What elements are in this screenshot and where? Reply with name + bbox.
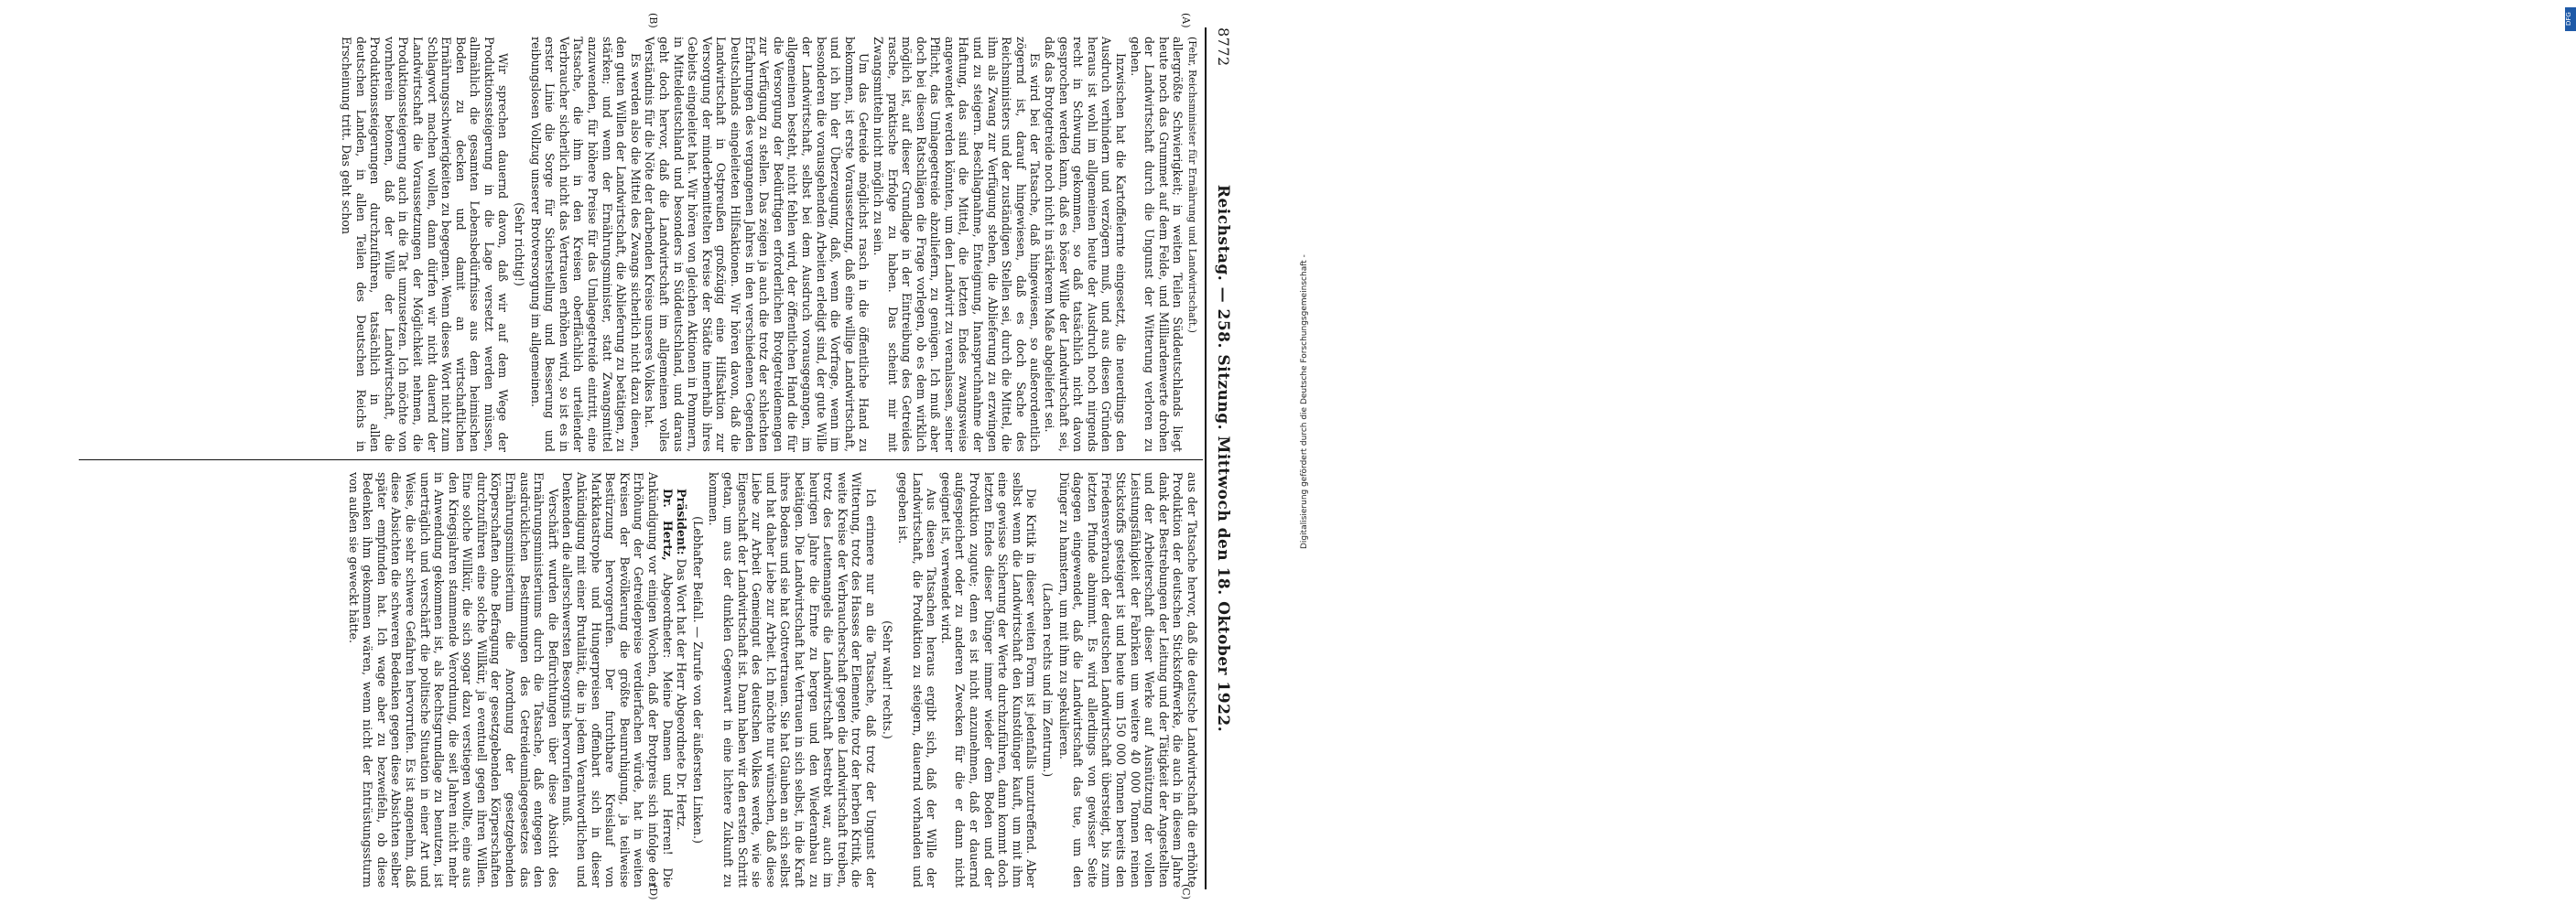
paragraph: Inzwischen hat die Kartoffelernte eingesetzt, die neuerdings den Ausdruch verhindern und verzögern muß, und aus diesen Gründen heraus ist wohl im allgemeinen heute der Ausdruch noch nirgends recht in Schwung gekommen, so daß tatsächlich nicht davon gesprochen werden kann, daß es böser Wille der Landwirtschaft sei, daß das Brotgetreide noch nicht in stärkerem Maße abgeliefert sei. <box>1043 37 1129 452</box>
header-title: Reichstag. — 258. Sitzung. Mittwoch den 18. Oktober 1922. <box>1214 184 1232 733</box>
paragraph: Meine Damen und Herren! Die Ankündigung vor einigen Wochen, daß der Brotpreis sich infolge der Erhöhung der Getreidepreise verdierfachen würde, hat in weiten Kreisen der Bevölkerung die größte Beunruhigung, ja teilweise Bestürzung hervorgerufen. Der furchtbare Kreislauf von Markkatastrophe und Hungerpreisen offenbart sich in dieser Ankündigung mit einer Brutalität, die in jedem Verantwortlichen und Denkenden die allerschwersten Besorgnis hervorrufen muß. <box>560 472 675 888</box>
paragraph: Es wird bei der Tatsache, daß hingewiesen, so außerordentlich zögernd ist, darauf hingewiesen, daß es doch Sache des Reichsministers und der zuständigen Stellen sei, durch die Mittel, die ihm als Zwang zur Verfügung stehen, die Ablieferung zu erzwingen und zu steigern. Beschlagnahme, Enteignung, Inanspruchnahme der Haftung, das sind die Mittel, die letzten Endes zwangsweise angewendet werden könnten, um den Landwirt zu veranlassen, seiner Pflicht, das Umlagegetreide abzuliefern, zu genügen. Ich muß aber doch bei diesen Ratschlägen die Frage vorlegen, ob es dem wirklich möglich ist, auf dieser Grundlage in der Eintreibung des Getreides rasche, praktische Erfolge zu haben. Das scheint mir mit Zwangsmitteln nicht möglich zu sein. <box>871 37 1043 452</box>
paragraph: Die Kritik in dieser weiten Form ist jedenfalls unzutreffend. Aber selbst wenn die Landwirtschaft den Kunstdünger kauft, um mit ihm eine gewisse Sicherung der Werte durchzuführen, dann kommt doch letzten Endes dieser Dünger immer wieder dem Boden und der Produktion zugute; denn es ist nicht anzunehmen, daß er dauernd aufgespeichert oder zu anderen Zwecken für die er dann nicht geeignet ist, verwendet wird. <box>938 472 1039 888</box>
president-label: Präsident: <box>675 489 689 555</box>
paragraph: Aus diesen Tatsachen heraus ergibt sich, daß der Wille der Landwirtschaft, die Produktion zu steigern, dauernd vorhanden und gegeben ist. <box>896 472 939 888</box>
paragraph: Wir sprechen dauernd davon, daß wir auf dem Wege der Produktionssteigerung in die Lage versetzt werden müssen, allmählich die gesamten Lebensbedürfnisse aus dem heimischen Boden zu decken und damit an wirtschaftlichen Ernährungsschwierigkeiten zu begegnen. Wenn dieses Wort nicht zum Schlagwort machen wollen, dann dürfen wir nicht dauernd der Landwirtschaft die Voraussetzungen der Möglichkeit nehmen, die Produktionssteigerung auch in die Tat umzusetzen. Ich möchte von vornherein betonen, daß der Wille der Landwirtschaft, die Produktionssteigerungen durchzuführen, tatsächlich in allen deutschen Landen, in allen Teilen des Deutschen Reichs in Erscheinung tritt. Das geht schon <box>339 37 511 452</box>
paragraph: Um das Getreide möglichst rasch in die öffentliche Hand zu bekommen, ist erste Voraussetzung, daß eine willige Landwirtschaft, und ich bin der Überzeugung, daß, wenn die Vorfrage, wenn im besonderen die vorausgehenden Arbeiten erledigt sind, der gute Wille der Landwirtschaft, selbst bei dem Ausdruch vorausgegangen, im allgemeinen besteht, nicht fehlen wird, der öffentlichen Hand die für die Versorgung der Bedürftigen erforderlichen Brotgetreidemengen zur Verfügung zu stellen. Das zeigen ja auch die trotz der schlechten Erfahrungen des vergangenen Jahres in den verschiedenen Gegenden Deutschlands eingeleiteten Hilfsaktionen. Wir hören davon, daß die Landwirtschaft in Ostpreußen großzügig eine Hilfsaktion zur Versorgung der minderbemittelten Kreise der Städte innerhalb ihres Gebiets eingeleitet hat. Wir hören von gleichen Aktionen in Pommern, in Mitteldeutschland und besonders in Süddeutschland, und daraus geht doch hervor, daß die Landwirtschaft im allgemeinen volles Verständnis für die Nöte der darbenden Kreise unseres Volkes hat. <box>643 37 871 452</box>
margin-marker-b: (B) <box>647 13 659 28</box>
digitization-credit: Digitalisierung gefördert durch die Deutsche Forschungsgemeinschaft - <box>1300 254 1309 549</box>
margin-marker-d: (D) <box>647 884 659 900</box>
page-number: 8772 <box>1215 27 1232 67</box>
hertz-intro <box>560 472 675 888</box>
margin-marker-c: (C) <box>1180 884 1192 899</box>
interjection: (Sehr richtig!) <box>513 202 527 286</box>
speaker-name: Dr. Hertz, <box>660 489 675 561</box>
margin-marker-a: (A) <box>1180 13 1192 28</box>
paragraph: Ich erinnere nur an die Tatsache, daß trotz der Ungunst der Witterung, trotz des Hasses der Elemente, trotz der herben Kritik, die weite Kreise der Verbraucherschaft gegen die Landwirtschaft treiben, trotz des Leutemangels die Landwirtschaft bestrebt war, auch im heurigen Jahre die Ernte zu bergen und den Wiederanbau zu betätigen. Die Landwirtschaft hat Vertrauen in sich selbst, in die Kraft ihres Bodens und sie hat Gottvertrauen. Sie hat Glauben an sich selbst und hat daher Liebe zur Arbeit. Ich möchte nur wünschen, daß diese Liebe zur Arbeit Gemeingut des deutschen Volkes werde, wie sie Eigenschaft der Landwirtschaft ist. Dann haben wir den ersten Schritt getan, um aus der dunklen Gegenwart in eine lichtere Zukunft zu kommen. <box>707 472 878 888</box>
paragraph: aus der Tatsache hervor, daß die deutsche Landwirtschaft die erhöhte Produktion der deutschen Stickstoffwerke, die auch in diesem Jahre dank der Bestrebungen der Leitung und der Tätigkeit der Angestellten und der Arbeiterschaft dieser Werke auf Ausnützung der vollen Leistungsfähigkeit der Fabriken um weitere 40 000 Tonnen reinen Stickstoffs gesteigert ist und heute um 150 000 Tonnen bereits den Friedensverbrauch der deutschen Landwirtschaft übersteigt, bis zum letzten Pfunde abnimmt. Es wird allerdings von gewisser Seite dagegen eingewendet, daß die Landwirtschaft das tue, um den Dünger zu hamstern, um mit ihm zu spekulieren. <box>1056 472 1199 888</box>
president-text: Das Wort hat der Herr Abgeordnete Dr. Hertz. <box>675 558 689 831</box>
interjection: (Lebhafter Beifall. — Zurufe von der äußersten Linken.) <box>690 516 705 844</box>
speaker-role: Abgeordneter: <box>660 573 675 659</box>
dfg-logo: DFG <box>2565 7 2576 31</box>
interjection: (Lachen rechts und im Zentrum.) <box>1041 582 1055 778</box>
president-paragraph <box>675 472 689 888</box>
column-divider <box>79 459 1203 460</box>
paragraph: Verschärft wurden die Befürchtungen über diese Absicht des Ernährungsministeriums durch die Tatsache, daß entgegen den ausdrücklichen Bestimmungen des Getreideumlagegesetzes das Ernährungsministerium die Anordnung der gesetzgebenden Körperschaften ohne Befragung der gesetzgebenden Körperschaften durchzuführen eine solche Willkür, ja eventuell gegen ihren Willen. Eine solche Willkür, die sich sogar dazu verstiegen wollte, eine aus den Kriegsjahren stammende Verordnung, die seit Jahren nicht mehr in Anwendung gekommen ist, als Rechtsgrundlage zu benutzen, ist unerträglich und verschärft die politische Situation in einer Art und Weise, die sehr schwere Gefahren hervorrufen. Es ist angenehm, daß diese Absichten die schweren Bedenken gegen diese Absichten selber später empfunden hat. Ich wage aber zu bezweifeln, ob diese Bedenken ihm gekommen wären, wenn nicht der Entrüstungssturm von außen sie geweckt hätte. <box>346 472 560 888</box>
page-header <box>1205 27 1236 889</box>
newspaper-page <box>37 0 1245 915</box>
paragraph: Es werden also die Mittel des Zwangs sicherlich nicht dazu dienen, den guten Willen der Landwirtschaft, die Ablieferung zu betätigen, zu stärken; und wenn der Ernährungsminister, statt Zwangsmittel anzuwenden, für höhere Preise für das Umlagegetreide eintritt, eine Tatsache, die ihm in den Kreisen oberflächlich urteilender Verbraucher sicherlich nicht das Vertrauen erhöhen wird, so ist es in erster Linie die Sorge für Sicherstellung und Besserung und reibungslosen Vollzug unserer Brotversorgung im allgemeinen. <box>528 37 643 452</box>
right-column <box>346 472 1199 888</box>
paragraph: allergrößte Schwierigkeit; in weiten Teilen Süddeutschlands liegt heute noch das Grummet auf dem Felde, und Milliardenwerte drohen der Landwirtschaft durch die Ungunst der Witterung verloren zu gehen. <box>1128 37 1185 452</box>
left-column <box>339 37 1199 452</box>
header-rule <box>1205 27 1207 889</box>
interjection: (Sehr wahr! rechts.) <box>880 620 894 739</box>
speaker-line: (Fehr, Reichsminister für Ernährung und Landwirtschaft.) <box>1186 37 1198 333</box>
